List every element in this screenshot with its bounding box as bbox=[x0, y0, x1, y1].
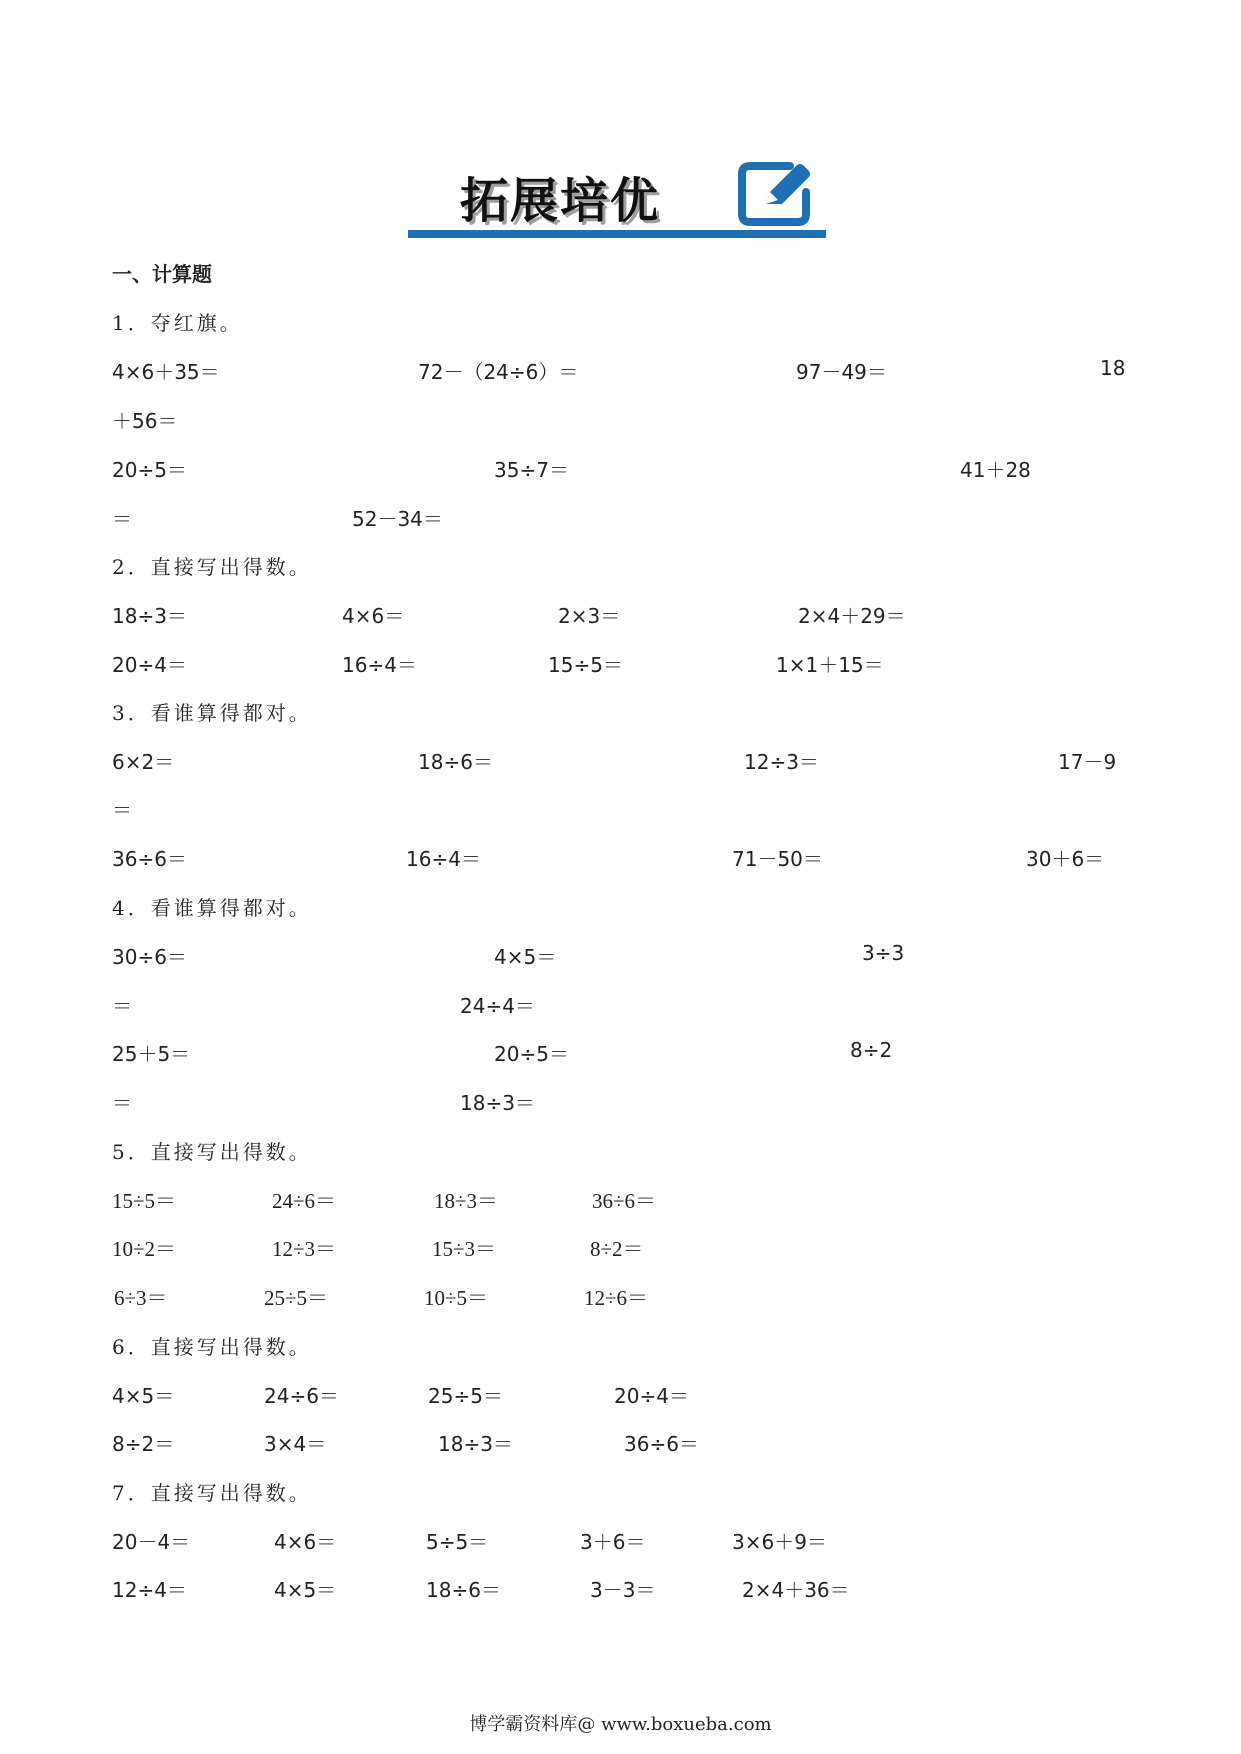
expression: 3×6＋9＝ bbox=[732, 1530, 827, 1554]
expression: 16÷4＝ bbox=[342, 653, 417, 677]
expression-row bbox=[0, 454, 1241, 494]
expression-row bbox=[0, 794, 1241, 834]
expression: 4×5＝ bbox=[274, 1578, 337, 1602]
question-label-row bbox=[0, 307, 1241, 347]
expression: 20÷5＝ bbox=[112, 458, 187, 482]
expression: ＝ bbox=[112, 798, 132, 822]
expression-row bbox=[0, 1185, 1241, 1225]
expression: 72－（24÷6）＝ bbox=[418, 360, 579, 384]
expression-row bbox=[0, 941, 1241, 981]
expression: 15÷5＝ bbox=[548, 653, 623, 677]
expression: 20÷4＝ bbox=[112, 653, 187, 677]
expression: 6×2＝ bbox=[112, 750, 175, 774]
expression: ＝ bbox=[112, 1091, 132, 1115]
expression-row bbox=[0, 1574, 1241, 1614]
question-label: 4．看谁算得都对。 bbox=[112, 896, 312, 920]
expression: 2×4＋36＝ bbox=[742, 1578, 850, 1602]
expression: 1×1＋15＝ bbox=[776, 653, 884, 677]
expression: 8÷2 bbox=[850, 1038, 893, 1062]
expression: 36÷6＝ bbox=[624, 1432, 699, 1456]
expression: 16÷4＝ bbox=[406, 847, 481, 871]
header-banner bbox=[408, 152, 828, 244]
expression: 18÷6＝ bbox=[418, 750, 493, 774]
expression-row bbox=[0, 843, 1241, 883]
expression: 41＋28 bbox=[960, 458, 1031, 482]
expression: 6÷3＝ bbox=[114, 1286, 168, 1310]
expression: 97－49＝ bbox=[796, 360, 887, 384]
expression: 15÷5＝ bbox=[112, 1189, 177, 1213]
expression: 30＋6＝ bbox=[1026, 847, 1105, 871]
expression: 24÷4＝ bbox=[460, 994, 535, 1018]
expression: 10÷5＝ bbox=[424, 1286, 489, 1310]
expression: 18÷3＝ bbox=[434, 1189, 499, 1213]
expression: ＝ bbox=[112, 994, 132, 1018]
expression-row bbox=[0, 1233, 1241, 1273]
expression-row bbox=[0, 746, 1241, 786]
question-label-row bbox=[0, 1136, 1241, 1176]
question-label: 3．看谁算得都对。 bbox=[112, 701, 312, 725]
question-label: 5．直接写出得数。 bbox=[112, 1140, 312, 1164]
expression-row bbox=[0, 1428, 1241, 1468]
expression: 20÷5＝ bbox=[494, 1042, 569, 1066]
expression: 12÷3＝ bbox=[744, 750, 819, 774]
pencil-square-icon bbox=[738, 160, 814, 228]
expression: 12÷3＝ bbox=[272, 1237, 337, 1261]
question-label-row bbox=[0, 892, 1241, 932]
expression: 2×3＝ bbox=[558, 604, 621, 628]
expression: 71－50＝ bbox=[732, 847, 823, 871]
expression: 17－9 bbox=[1058, 750, 1117, 774]
expression: 4×6＝ bbox=[342, 604, 405, 628]
expression: 8÷2＝ bbox=[112, 1432, 175, 1456]
expression: 15÷3＝ bbox=[432, 1237, 497, 1261]
banner-title: 拓展培优 bbox=[460, 173, 661, 229]
expression-row bbox=[0, 356, 1241, 396]
expression: 4×5＝ bbox=[494, 945, 557, 969]
question-label: 7．直接写出得数。 bbox=[112, 1481, 312, 1505]
expression-row bbox=[0, 405, 1241, 445]
expression: 30÷6＝ bbox=[112, 945, 187, 969]
question-label-row bbox=[0, 697, 1241, 737]
expression-row bbox=[0, 1282, 1241, 1322]
expression: 24÷6＝ bbox=[272, 1189, 337, 1213]
question-label-row bbox=[0, 1331, 1241, 1371]
expression: 10÷2＝ bbox=[112, 1237, 177, 1261]
expression: 18 bbox=[1100, 356, 1126, 380]
expression: 3－3＝ bbox=[590, 1578, 656, 1602]
expression: 25÷5＝ bbox=[428, 1384, 503, 1408]
expression-row bbox=[0, 503, 1241, 543]
expression: 12÷4＝ bbox=[112, 1578, 187, 1602]
expression: 18÷3＝ bbox=[460, 1091, 535, 1115]
expression-row bbox=[0, 990, 1241, 1030]
expression: 36÷6＝ bbox=[592, 1189, 657, 1213]
expression: 3×4＝ bbox=[264, 1432, 327, 1456]
expression-row bbox=[0, 1526, 1241, 1566]
expression-row bbox=[0, 600, 1241, 640]
expression: 35÷7＝ bbox=[494, 458, 569, 482]
expression: 5÷5＝ bbox=[426, 1530, 489, 1554]
expression: 2×4＋29＝ bbox=[798, 604, 906, 628]
expression: 4×6＝ bbox=[274, 1530, 337, 1554]
expression: 4×6＋35＝ bbox=[112, 360, 220, 384]
expression: 20÷4＝ bbox=[614, 1384, 689, 1408]
expression: 20－4＝ bbox=[112, 1530, 191, 1554]
question-label: 6．直接写出得数。 bbox=[112, 1335, 312, 1359]
banner-underline bbox=[408, 230, 826, 238]
expression: 25＋5＝ bbox=[112, 1042, 191, 1066]
expression: 18÷6＝ bbox=[426, 1578, 501, 1602]
question-label: 1．夺红旗。 bbox=[112, 311, 243, 335]
expression: 24÷6＝ bbox=[264, 1384, 339, 1408]
expression: 12÷6＝ bbox=[584, 1286, 649, 1310]
expression-row bbox=[0, 1038, 1241, 1078]
section-heading: 一、计算题 bbox=[112, 262, 212, 286]
expression: ＋56＝ bbox=[112, 409, 178, 433]
expression: 3＋6＝ bbox=[580, 1530, 646, 1554]
expression: 8÷2＝ bbox=[590, 1237, 644, 1261]
expression-row bbox=[0, 1087, 1241, 1127]
expression: 18÷3＝ bbox=[112, 604, 187, 628]
expression: 52－34＝ bbox=[352, 507, 443, 531]
section-row bbox=[0, 258, 1241, 298]
expression-row bbox=[0, 1380, 1241, 1420]
question-label: 2．直接写出得数。 bbox=[112, 555, 312, 579]
expression: 25÷5＝ bbox=[264, 1286, 329, 1310]
expression: ＝ bbox=[112, 507, 132, 531]
footer-watermark: 博学霸资料库@ www.boxueba.com bbox=[469, 1714, 772, 1735]
question-label-row bbox=[0, 551, 1241, 591]
expression: 4×5＝ bbox=[112, 1384, 175, 1408]
expression-row bbox=[0, 649, 1241, 689]
expression: 18÷3＝ bbox=[438, 1432, 513, 1456]
expression: 3÷3 bbox=[862, 941, 905, 965]
expression: 36÷6＝ bbox=[112, 847, 187, 871]
question-label-row bbox=[0, 1477, 1241, 1517]
